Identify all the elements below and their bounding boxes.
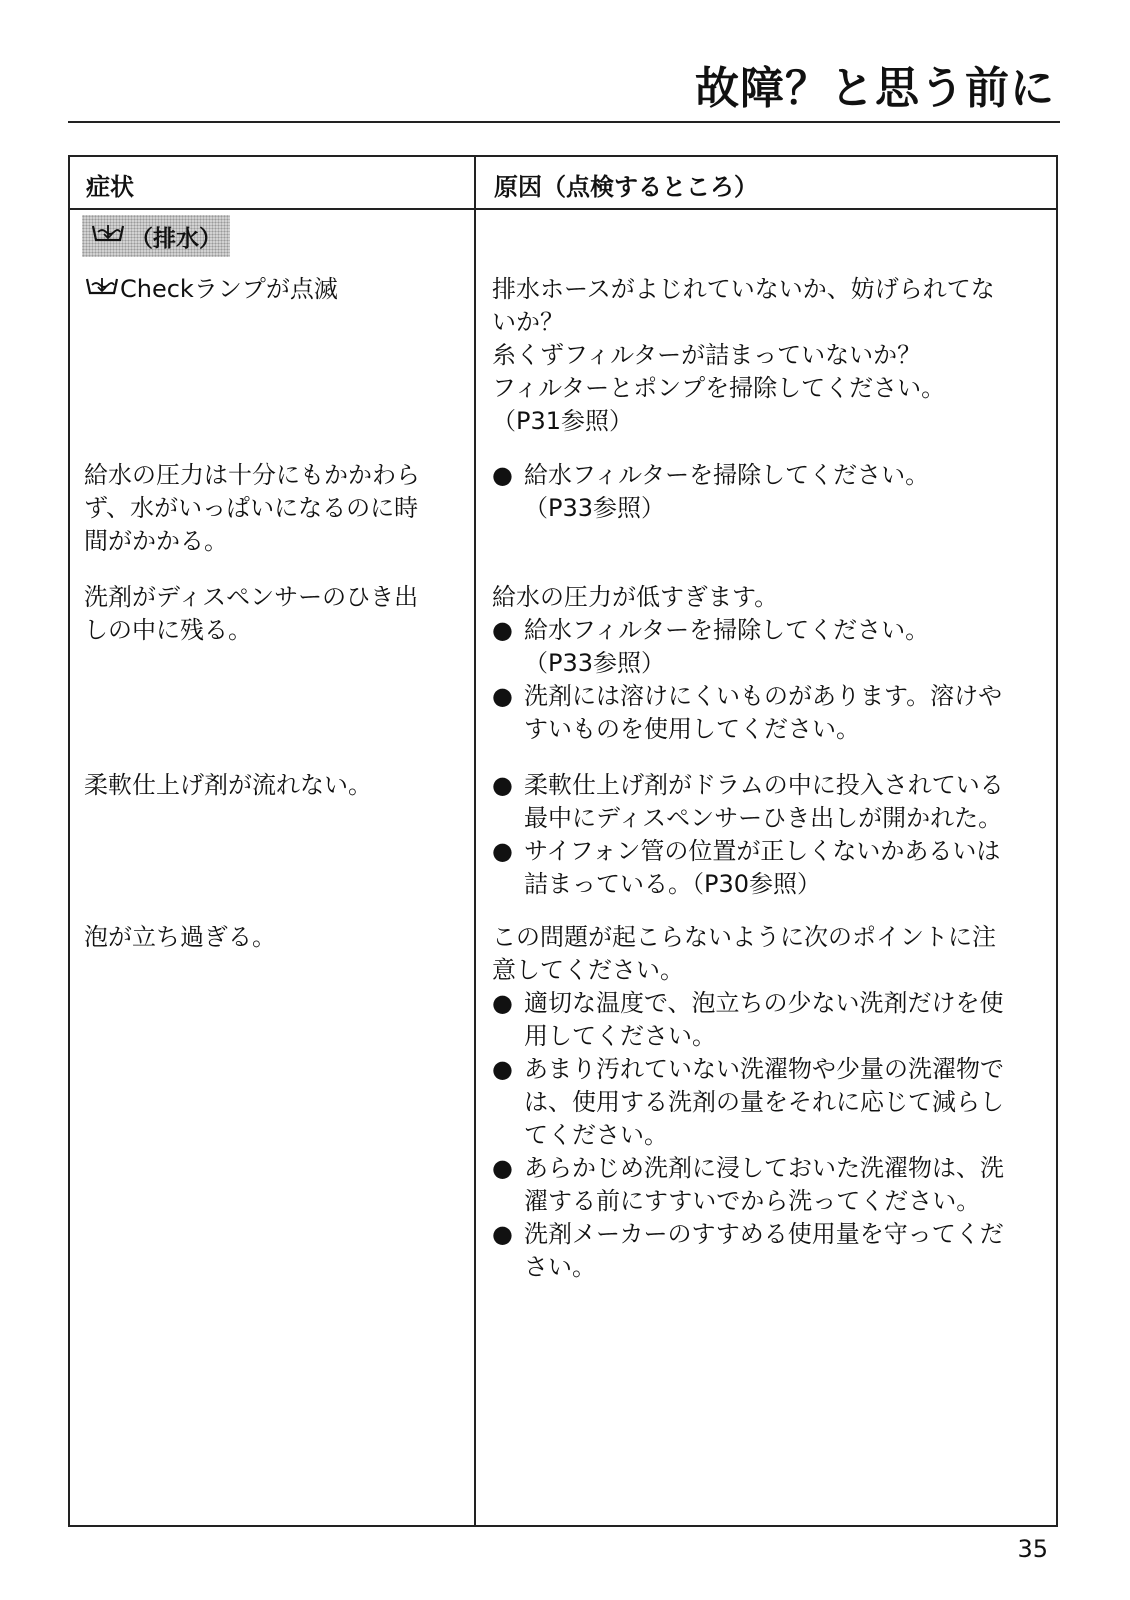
bullet-icon: ●	[492, 616, 513, 644]
row-1-symptom	[84, 273, 454, 307]
cause-line: 排水ホースがよじれていないか、妨げられてな	[492, 275, 995, 303]
title-rule	[68, 121, 1060, 123]
row-2-cause	[492, 459, 1042, 525]
cause-line: （P31参照）	[492, 407, 634, 435]
cause-line	[492, 1218, 1042, 1251]
row-3-symptom	[84, 581, 454, 647]
cause-line: （P33参照）	[524, 494, 666, 522]
drain-icon	[84, 274, 120, 307]
symptom-line: 泡が立ち過ぎる。	[84, 923, 276, 951]
drain-icon	[90, 221, 126, 251]
cause-line: 用してください。	[524, 1022, 716, 1050]
page-title: 故障？と思う前に	[695, 63, 1055, 114]
cause-line: いか？	[492, 308, 564, 336]
symptom-line	[84, 273, 454, 307]
cause-text: 洗剤メーカーのすすめる使用量を守ってくだ	[524, 1220, 1004, 1248]
page-number: 35	[1017, 1535, 1048, 1563]
cause-text: 給水フィルターを掃除してください。	[524, 616, 930, 644]
symptom-line: ず、水がいっぱいになるのに時	[84, 494, 419, 522]
symptom-text: Checkランプが点滅	[120, 275, 338, 303]
cause-line	[492, 680, 1042, 713]
header-rule	[70, 208, 1056, 210]
row-3-cause	[492, 581, 1042, 746]
cause-line	[492, 769, 1042, 802]
symptom-line: 洗剤がディスペンサーのひき出	[84, 583, 419, 611]
section-label-drain	[82, 215, 230, 257]
section-label-text: （排水）	[130, 225, 222, 252]
cause-line	[492, 1053, 1042, 1086]
cause-line	[492, 459, 1042, 492]
symptom-line: しの中に残る。	[84, 616, 252, 644]
cause-line: 糸くずフィルターが詰まっていないか？	[492, 341, 922, 369]
cause-line: 給水の圧力が低すぎます。	[492, 583, 779, 611]
cause-line: （P33参照）	[524, 649, 666, 677]
cause-line: 意してください。	[492, 956, 684, 984]
cause-text: 洗剤には溶けにくいものがあります。溶けや	[524, 682, 1003, 710]
symptom-line: 給水の圧力は十分にもかかわら	[84, 461, 420, 489]
cause-line	[492, 1152, 1042, 1185]
cause-line: 濯する前にすすいでから洗ってください。	[524, 1187, 981, 1215]
bullet-icon: ●	[492, 461, 513, 489]
symptom-line: 間がかかる。	[84, 527, 228, 555]
cause-text: 柔軟仕上げ剤がドラムの中に投入されている	[524, 771, 1004, 799]
cause-text: 適切な温度で、泡立ちの少ない洗剤だけを使	[524, 989, 1004, 1017]
bullet-icon: ●	[492, 1220, 513, 1248]
cause-text: サイフォン管の位置が正しくないかあるいは	[524, 837, 1001, 865]
bullet-icon: ●	[492, 1055, 513, 1083]
bullet-icon: ●	[492, 682, 513, 710]
cause-line	[492, 987, 1042, 1020]
cause-line: すいものを使用してください。	[524, 715, 860, 743]
row-2-symptom	[84, 459, 454, 558]
header-cause: 原因（点検するところ）	[494, 173, 758, 201]
cause-line: 最中にディスペンサーひき出しが開かれた。	[524, 804, 1003, 832]
bullet-icon: ●	[492, 1154, 513, 1182]
header-symptom: 症状	[86, 173, 134, 201]
cause-line: フィルターとポンプを掃除してください。	[492, 374, 946, 402]
row-1-cause	[492, 273, 1042, 438]
cause-line: さい。	[524, 1253, 596, 1281]
cause-text: 給水フィルターを掃除してください。	[524, 461, 930, 489]
cause-line: 詰まっている。（P30参照）	[524, 870, 822, 898]
row-5-symptom	[84, 921, 454, 954]
row-4-symptom	[84, 769, 454, 802]
cause-line	[492, 614, 1042, 647]
symptom-line: 柔軟仕上げ剤が流れない。	[84, 771, 372, 799]
cause-line: は、使用する洗剤の量をそれに応じて減らし	[524, 1088, 1004, 1116]
cause-line: この問題が起こらないように次のポイントに注	[492, 923, 996, 951]
cause-text: あらかじめ洗剤に浸しておいた洗濯物は、洗	[524, 1154, 1004, 1182]
row-4-cause	[492, 769, 1042, 901]
cause-text: あまり汚れていない洗濯物や少量の洗濯物で	[524, 1055, 1004, 1083]
bullet-icon: ●	[492, 989, 513, 1017]
bullet-icon: ●	[492, 771, 513, 799]
row-5-cause	[492, 921, 1042, 1284]
cause-line: てください。	[524, 1121, 668, 1149]
troubleshooting-table	[68, 155, 1058, 1527]
column-divider	[474, 157, 476, 1525]
cause-line	[492, 835, 1042, 868]
bullet-icon: ●	[492, 837, 513, 865]
